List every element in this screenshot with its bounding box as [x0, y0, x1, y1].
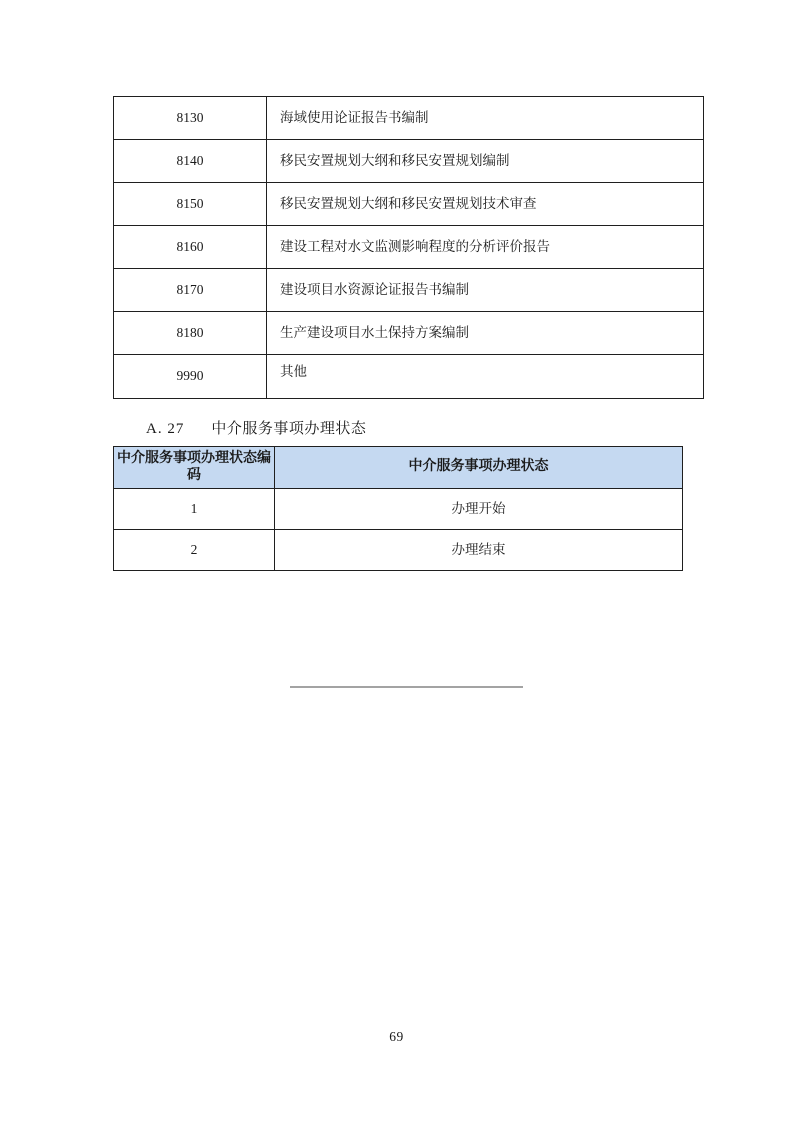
table-row	[114, 269, 704, 312]
table-row	[114, 140, 704, 183]
column-header-status: 中介服务事项办理状态	[275, 447, 683, 489]
status-code: 2	[114, 530, 275, 571]
service-code: 8150	[114, 183, 267, 226]
service-status-table	[113, 446, 683, 571]
table-row	[114, 489, 683, 530]
table-row	[114, 183, 704, 226]
service-name: 移民安置规划大纲和移民安置规划编制	[267, 140, 704, 183]
section-heading	[146, 417, 366, 438]
table-row	[114, 97, 704, 140]
status-label: 办理结束	[275, 530, 683, 571]
status-code: 1	[114, 489, 275, 530]
service-code: 8140	[114, 140, 267, 183]
footnote-separator	[290, 686, 523, 688]
service-name: 移民安置规划大纲和移民安置规划技术审查	[267, 183, 704, 226]
service-code: 8160	[114, 226, 267, 269]
service-item-code-table	[113, 96, 704, 399]
service-code: 8170	[114, 269, 267, 312]
service-code: 8180	[114, 312, 267, 355]
table-header-row	[114, 447, 683, 489]
service-name: 建设工程对水文监测影响程度的分析评价报告	[267, 226, 704, 269]
service-name: 生产建设项目水土保持方案编制	[267, 312, 704, 355]
page-number: 69	[389, 1029, 404, 1044]
service-code: 9990	[114, 355, 267, 399]
table-row	[114, 226, 704, 269]
table-row	[114, 312, 704, 355]
table-row	[114, 530, 683, 571]
section-clause: A. 27	[146, 421, 185, 437]
service-code: 8130	[114, 97, 267, 140]
column-header-status-code: 中介服务事项办理状态编码	[114, 447, 275, 489]
section-title: 中介服务事项办理状态	[211, 421, 367, 437]
service-name: 海域使用论证报告书编制	[267, 97, 704, 140]
table-row	[114, 355, 704, 399]
service-name: 建设项目水资源论证报告书编制	[267, 269, 704, 312]
status-label: 办理开始	[275, 489, 683, 530]
service-name: 其他	[267, 355, 704, 399]
